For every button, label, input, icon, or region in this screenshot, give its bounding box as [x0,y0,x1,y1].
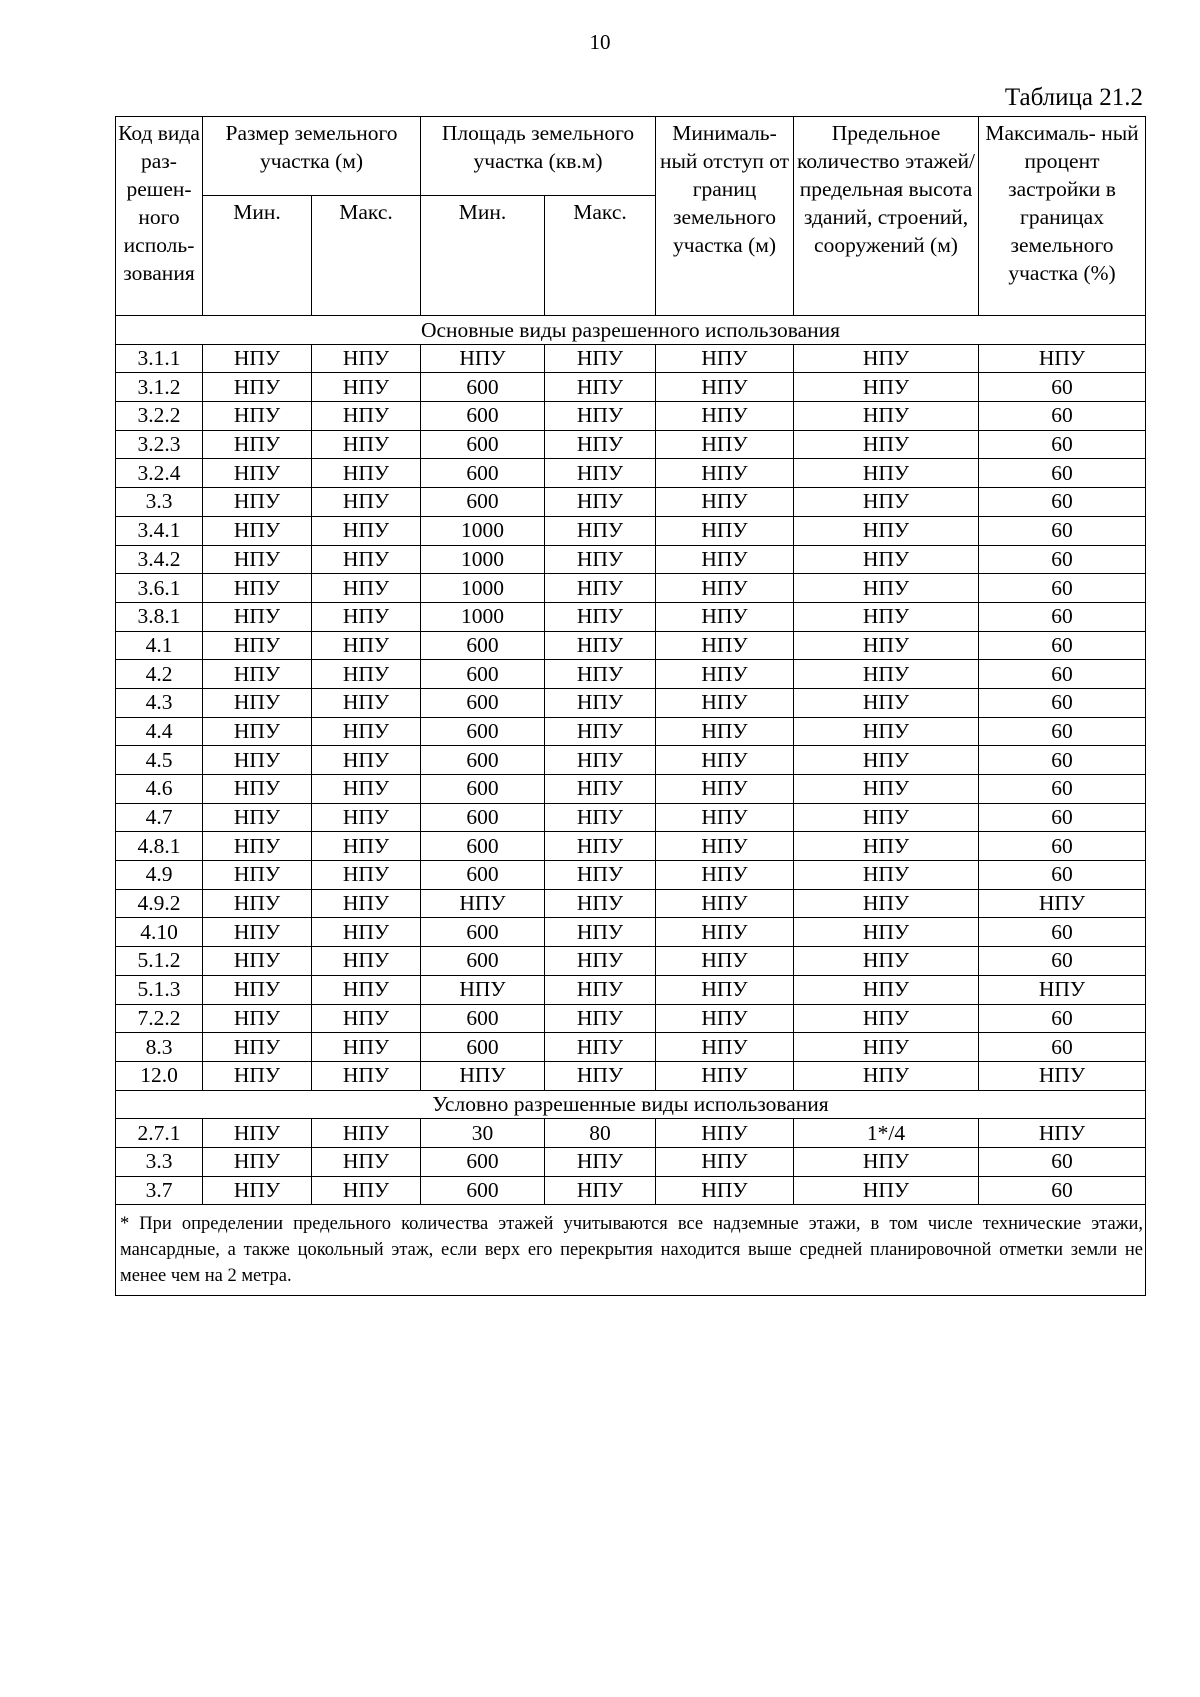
table-cell: НПУ [545,344,656,373]
table-cell: 600 [421,717,545,746]
table-row [116,459,1146,488]
table-cell: НПУ [312,975,421,1004]
table-cell: НПУ [203,1119,312,1148]
table-cell: НПУ [203,574,312,603]
table-cell: НПУ [203,402,312,431]
table-cell: НПУ [312,1147,421,1176]
table-cell: НПУ [545,602,656,631]
table-cell: НПУ [312,688,421,717]
table-cell: НПУ [312,402,421,431]
table-cell: НПУ [545,430,656,459]
table-cell: 60 [979,918,1146,947]
table-cell: 60 [979,545,1146,574]
table-cell: НПУ [656,889,794,918]
cell-code: 4.3 [116,688,203,717]
table-cell: 1000 [421,574,545,603]
table-cell: НПУ [203,1004,312,1033]
table-cell: НПУ [794,947,979,976]
table-row [116,688,1146,717]
table-row [116,430,1146,459]
table-cell: НПУ [203,631,312,660]
header-min-setback: Минималь- ный отступ от границ земельного участка (м) [656,117,794,316]
table-row [116,1176,1146,1205]
table-cell: НПУ [656,947,794,976]
table-row [116,1119,1146,1148]
table-cell: 600 [421,1147,545,1176]
table-cell: НПУ [656,1147,794,1176]
cell-code: 4.2 [116,660,203,689]
table-cell: НПУ [312,803,421,832]
table-cell: НПУ [312,373,421,402]
table-cell: НПУ [421,344,545,373]
table-cell: 60 [979,861,1146,890]
table-cell: НПУ [545,717,656,746]
header-code: Код вида раз- решен- ного исполь- зования [116,117,203,316]
table-cell: НПУ [656,1004,794,1033]
table-cell: 600 [421,402,545,431]
cell-code: 3.2.3 [116,430,203,459]
table-cell: НПУ [421,975,545,1004]
cell-code: 3.3 [116,1147,203,1176]
table-cell: НПУ [203,516,312,545]
table-cell: 60 [979,832,1146,861]
table-cell: НПУ [203,545,312,574]
table-row [116,717,1146,746]
table-cell: НПУ [656,717,794,746]
table-cell: НПУ [656,803,794,832]
table-cell: 60 [979,1147,1146,1176]
table-cell: НПУ [545,488,656,517]
cell-code: 3.2.2 [116,402,203,431]
table-row [116,545,1146,574]
table-cell: НПУ [312,775,421,804]
table-cell: 600 [421,1176,545,1205]
table-cell: НПУ [545,775,656,804]
table-cell: НПУ [312,861,421,890]
cell-code: 4.6 [116,775,203,804]
table-cell: НПУ [203,660,312,689]
table-cell: НПУ [312,717,421,746]
table-cell: НПУ [545,631,656,660]
header-plot-area: Площадь земельного участка (кв.м) [421,117,656,196]
table-cell: 60 [979,516,1146,545]
table-cell: 60 [979,775,1146,804]
header-area-min: Мин. [421,196,545,316]
table-cell: 60 [979,430,1146,459]
table-cell: 60 [979,746,1146,775]
table-cell: 600 [421,775,545,804]
table-cell: НПУ [203,344,312,373]
table-cell: 60 [979,574,1146,603]
table-cell: НПУ [421,1061,545,1090]
table-cell: НПУ [656,545,794,574]
table-cell: 600 [421,459,545,488]
table-cell: НПУ [312,1119,421,1148]
table-row [116,803,1146,832]
table-cell: НПУ [794,602,979,631]
table-row [116,488,1146,517]
table-cell: 1*/4 [794,1119,979,1148]
table-cell: 600 [421,832,545,861]
table-cell: НПУ [979,344,1146,373]
table-cell: НПУ [203,861,312,890]
table-cell: 600 [421,373,545,402]
cell-code: 4.10 [116,918,203,947]
cell-code: 3.8.1 [116,602,203,631]
table-cell: НПУ [656,488,794,517]
table-cell: НПУ [794,516,979,545]
table-row [116,1147,1146,1176]
table-cell: НПУ [794,775,979,804]
table-cell: 600 [421,947,545,976]
table-cell: НПУ [312,832,421,861]
table-row [116,602,1146,631]
table-cell: НПУ [203,373,312,402]
table-cell: 600 [421,918,545,947]
table-cell: 60 [979,1033,1146,1062]
table-row [116,746,1146,775]
table-cell: НПУ [794,1176,979,1205]
table-cell: 600 [421,1004,545,1033]
table-cell: НПУ [545,1061,656,1090]
header-max-coverage: Максималь- ный процент застройки в границах земельного участка (%) [979,117,1146,316]
table-cell: НПУ [794,861,979,890]
table-cell: НПУ [312,1004,421,1033]
table-cell: 600 [421,488,545,517]
cell-code: 3.4.1 [116,516,203,545]
table-cell: НПУ [203,832,312,861]
table-cell: НПУ [979,975,1146,1004]
table-cell: НПУ [545,803,656,832]
table-cell: НПУ [794,1061,979,1090]
zoning-parameters-table [115,116,1146,1296]
table-cell: НПУ [794,803,979,832]
table-cell: НПУ [545,918,656,947]
table-cell: НПУ [656,344,794,373]
cell-code: 4.5 [116,746,203,775]
table-cell: НПУ [312,889,421,918]
table-cell: НПУ [203,803,312,832]
table-cell: НПУ [656,975,794,1004]
table-cell: НПУ [545,402,656,431]
table-cell: НПУ [203,488,312,517]
table-cell: НПУ [794,402,979,431]
table-cell: НПУ [794,1004,979,1033]
table-cell: НПУ [545,861,656,890]
table-cell: НПУ [203,1176,312,1205]
table-cell: 60 [979,688,1146,717]
table-row [116,402,1146,431]
table-cell: НПУ [794,545,979,574]
cell-code: 3.1.1 [116,344,203,373]
cell-code: 5.1.3 [116,975,203,1004]
table-cell: НПУ [794,373,979,402]
table-cell: НПУ [794,488,979,517]
table-cell: НПУ [656,602,794,631]
cell-code: 4.7 [116,803,203,832]
table-row [116,631,1146,660]
table-cell: НПУ [656,373,794,402]
cell-code: 3.6.1 [116,574,203,603]
table-row [116,775,1146,804]
cell-code: 4.9.2 [116,889,203,918]
table-cell: 60 [979,459,1146,488]
table-cell: НПУ [312,574,421,603]
table-cell: НПУ [794,975,979,1004]
table-cell: НПУ [203,746,312,775]
table-cell: 600 [421,688,545,717]
table-cell: НПУ [794,1033,979,1062]
cell-code: 4.8.1 [116,832,203,861]
table-cell: 600 [421,746,545,775]
table-row [116,660,1146,689]
cell-code: 3.1.2 [116,373,203,402]
table-cell: НПУ [203,1147,312,1176]
table-cell: НПУ [203,889,312,918]
table-cell: 600 [421,1033,545,1062]
table-row [116,861,1146,890]
table-cell: 600 [421,430,545,459]
table-cell: НПУ [656,1033,794,1062]
table-cell: НПУ [545,947,656,976]
table-cell: НПУ [545,660,656,689]
table-cell: НПУ [794,631,979,660]
table-cell: НПУ [312,344,421,373]
table-cell: НПУ [794,832,979,861]
table-cell: НПУ [656,1176,794,1205]
table-cell: НПУ [203,688,312,717]
cell-code: 4.9 [116,861,203,890]
table-cell: НПУ [656,1061,794,1090]
cell-code: 2.7.1 [116,1119,203,1148]
table-row [116,947,1146,976]
table-cell: НПУ [656,918,794,947]
table-cell: 60 [979,602,1146,631]
table-cell: НПУ [312,660,421,689]
table-cell: 60 [979,1004,1146,1033]
table-cell: НПУ [545,975,656,1004]
table-cell: 60 [979,402,1146,431]
table-cell: НПУ [656,631,794,660]
table-cell: 60 [979,947,1146,976]
table-row [116,1061,1146,1090]
table-cell: НПУ [545,1033,656,1062]
table-cell: НПУ [545,574,656,603]
table-cell: 60 [979,717,1146,746]
table-row [116,889,1146,918]
cell-code: 3.7 [116,1176,203,1205]
table-cell: НПУ [312,631,421,660]
table-cell: НПУ [203,459,312,488]
table-cell: НПУ [203,1033,312,1062]
table-cell: НПУ [979,1119,1146,1148]
table-cell: НПУ [312,746,421,775]
table-cell: НПУ [656,459,794,488]
table-row [116,344,1146,373]
table-cell: НПУ [312,602,421,631]
table-cell: НПУ [421,889,545,918]
table-cell: НПУ [203,975,312,1004]
table-cell: НПУ [794,746,979,775]
cell-code: 5.1.2 [116,947,203,976]
table-cell: НПУ [312,1176,421,1205]
table-cell: НПУ [545,516,656,545]
table-row [116,832,1146,861]
table-cell: 60 [979,660,1146,689]
header-size-min: Мин. [203,196,312,316]
table-row [116,516,1146,545]
table-cell: НПУ [656,516,794,545]
table-row [116,918,1146,947]
table-cell: НПУ [545,1147,656,1176]
table-cell: НПУ [794,660,979,689]
cell-code: 7.2.2 [116,1004,203,1033]
table-row [116,373,1146,402]
table-cell: НПУ [656,402,794,431]
table-cell: НПУ [545,889,656,918]
table-cell: НПУ [312,430,421,459]
table-cell: НПУ [656,688,794,717]
table-cell: 1000 [421,516,545,545]
table-cell: НПУ [794,430,979,459]
table-cell: 600 [421,861,545,890]
table-cell: НПУ [656,746,794,775]
table-cell: 1000 [421,545,545,574]
table-cell: НПУ [312,1033,421,1062]
table-cell: НПУ [979,889,1146,918]
table-cell: НПУ [203,602,312,631]
table-cell: НПУ [545,1176,656,1205]
table-cell: НПУ [979,1061,1146,1090]
table-cell: 600 [421,631,545,660]
table-cell: НПУ [656,574,794,603]
table-cell: НПУ [312,918,421,947]
table-row [116,1004,1146,1033]
table-cell: 30 [421,1119,545,1148]
cell-code: 4.4 [116,717,203,746]
table-cell: НПУ [656,430,794,459]
table-cell: НПУ [794,688,979,717]
table-cell: НПУ [794,918,979,947]
cell-code: 3.2.4 [116,459,203,488]
table-cell: НПУ [794,1147,979,1176]
table-footnote: * При определении предельного количества этажей учитываются все надземные этажи, в том числе технические этажи, мансардные, а также цокольный этаж, если верх его перекрытия находится выше средней планировочной отметки земли не менее чем на 2 метра. [116,1205,1146,1296]
table-cell: НПУ [794,889,979,918]
table-cell: 1000 [421,602,545,631]
cell-code: 12.0 [116,1061,203,1090]
table-cell: НПУ [545,1004,656,1033]
table-cell: НПУ [794,717,979,746]
cell-code: 4.1 [116,631,203,660]
table-cell: НПУ [312,516,421,545]
table-cell: 60 [979,631,1146,660]
table-cell: НПУ [545,545,656,574]
table-cell: НПУ [312,545,421,574]
table-row [116,574,1146,603]
table-cell: НПУ [794,459,979,488]
table-cell: 60 [979,488,1146,517]
table-cell: НПУ [203,775,312,804]
table-cell: НПУ [656,1119,794,1148]
table-cell: 60 [979,373,1146,402]
table-cell: 60 [979,803,1146,832]
cell-code: 3.3 [116,488,203,517]
table-cell: НПУ [545,832,656,861]
table-cell: НПУ [794,574,979,603]
table-cell: НПУ [312,1061,421,1090]
page-number: 10 [589,30,611,54]
header-plot-size: Размер земельного участка (м) [203,117,421,196]
cell-code: 8.3 [116,1033,203,1062]
section-conditional-title: Условно разрешенные виды использования [116,1090,1146,1119]
table-row [116,975,1146,1004]
table-cell: 600 [421,660,545,689]
table-cell: НПУ [656,775,794,804]
table-caption: Таблица 21.2 [1004,84,1143,111]
table-cell: НПУ [545,373,656,402]
table-cell: НПУ [545,459,656,488]
table-cell: НПУ [203,717,312,746]
table-cell: НПУ [312,488,421,517]
table-cell: 60 [979,1176,1146,1205]
table-cell: 80 [545,1119,656,1148]
table-cell: НПУ [312,947,421,976]
table-cell: НПУ [656,660,794,689]
table-cell: НПУ [545,688,656,717]
table-cell: НПУ [545,746,656,775]
header-area-max: Макс. [545,196,656,316]
table-cell: НПУ [203,1061,312,1090]
cell-code: 3.4.2 [116,545,203,574]
table-cell: НПУ [203,947,312,976]
table-cell: 600 [421,803,545,832]
header-max-floors: Предельное количество этажей/ предельная высота зданий, строений, сооружений (м) [794,117,979,316]
table-cell: НПУ [656,861,794,890]
table-cell: НПУ [794,344,979,373]
table-cell: НПУ [312,459,421,488]
table-cell: НПУ [656,832,794,861]
table-cell: НПУ [203,430,312,459]
table-row [116,1033,1146,1062]
section-main-title: Основные виды разрешенного использования [116,316,1146,345]
header-size-max: Макс. [312,196,421,316]
table-cell: НПУ [203,918,312,947]
